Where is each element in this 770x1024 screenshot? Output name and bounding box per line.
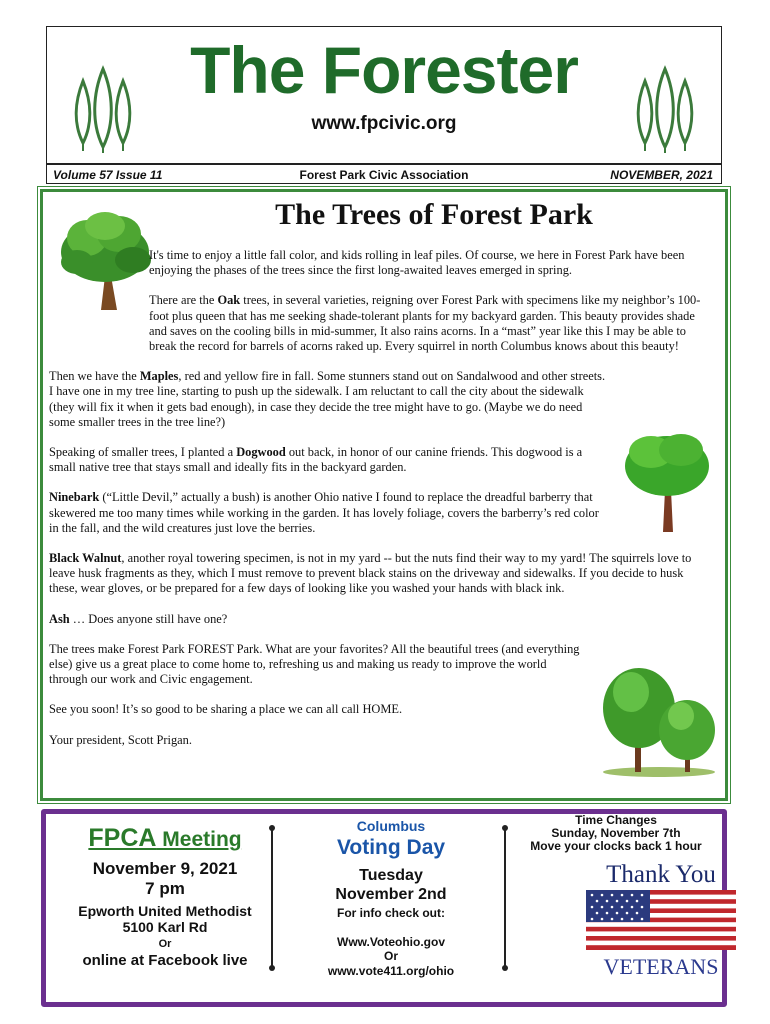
american-flag-icon bbox=[586, 890, 736, 950]
article-paragraph: There are the Oak trees, in several varieties, reigning over Forest Park with specimens like my neighbor’s 100-foot plus queen that has me seeking shade-tolerant plants for my backyard garden. This beauty provides shade and saves on the cooling bills in mid-summer, It also rains acorns. In a “mast” year like this I may be able to break the record for barrels of acorns raked up. Every squirrel in north Columbus knows about this beauty! bbox=[149, 293, 701, 354]
article-signature: Your president, Scott Prigan. bbox=[49, 732, 192, 747]
volume-issue: Volume 57 Issue 11 bbox=[53, 168, 163, 182]
voting-section bbox=[296, 818, 486, 979]
thank-you-veterans bbox=[576, 862, 746, 980]
time-change-title: Time Changes bbox=[575, 813, 657, 827]
issue-info-bar bbox=[47, 163, 721, 186]
article-title: The Trees of Forest Park bbox=[275, 198, 593, 231]
events-banner bbox=[41, 809, 727, 1007]
voting-link-2[interactable]: www.vote411.org/ohio bbox=[327, 964, 455, 978]
cypress-trees-icon bbox=[631, 63, 699, 153]
time-change-date: Sunday, November 7th bbox=[551, 826, 681, 840]
meeting-time: 7 pm bbox=[145, 879, 185, 898]
meeting-date: November 9, 2021 bbox=[92, 859, 238, 878]
voting-city: Columbus bbox=[356, 818, 426, 834]
voting-info: For info check out: bbox=[337, 906, 445, 920]
association-name: Forest Park Civic Association bbox=[299, 168, 469, 182]
veterans-text: VETERANS bbox=[603, 954, 719, 979]
article-paragraph: Ash … Does anyone still have one? bbox=[49, 611, 228, 626]
meeting-online: online at Facebook live bbox=[82, 952, 248, 969]
voting-date: November 2nd bbox=[335, 886, 447, 903]
meeting-place: Epworth United Methodist bbox=[78, 903, 252, 919]
voting-day: Tuesday bbox=[359, 867, 423, 884]
masthead bbox=[46, 26, 722, 184]
article-paragraph: Speaking of smaller trees, I planted a Dogwood out back, in honor of our canine friends. This dogwood is a small native tree that stays small and ideally fits in the backyard garden. bbox=[49, 445, 583, 475]
article-body bbox=[49, 248, 711, 763]
meeting-or: Or bbox=[158, 938, 172, 950]
article-paragraph: Black Walnut, another royal towering specimen, is not in my yard -- but the nuts find their way to my yard! The squirrels love to leave husk fragments as they, which I must remove to prevent black stains on the driveway and sidewalks. If you decide to husk these, wear gloves, or be prepared for a few days of looking like you washed your hands with black ink. bbox=[49, 551, 692, 596]
meeting-address: 5100 Karl Rd bbox=[122, 919, 208, 935]
voting-link-1[interactable]: Www.Voteohio.gov bbox=[337, 935, 445, 949]
issue-date: NOVEMBER, 2021 bbox=[610, 168, 713, 182]
time-change-section bbox=[516, 813, 719, 979]
article-box bbox=[40, 189, 728, 801]
time-change-note: Move your clocks back 1 hour bbox=[530, 839, 702, 853]
meeting-heading: FPCA Meeting bbox=[88, 824, 242, 852]
newsletter-title: The Forester bbox=[190, 33, 578, 107]
article-paragraph: See you soon! It’s so good to be sharing a place we can all call HOME. bbox=[49, 702, 403, 717]
article-paragraph: Ninebark (“Little Devil,” actually a bush) is another Ohio native I found to replace the dreadful barberry that skewered me too many times while working in the garden. It has lovely foliage, covers the barberry’s red color in the fall, and the wild creatures just love the berries. bbox=[49, 490, 599, 535]
article-paragraph: It's time to enjoy a little fall color, and kids rolling in leaf piles. Of course, we here in Forest Park have been enjoying the phases of the trees since the first long-awaited leaves emerged in spring. bbox=[149, 248, 685, 278]
voting-title: Voting Day bbox=[336, 836, 446, 859]
banner-divider bbox=[271, 828, 273, 968]
article-paragraph: The trees make Forest Park FOREST Park. What are your favorites? All the beautiful trees (and everything else) give us a great place to come home to, refreshing us and making us ready to improve the world through our work and Civic engagement. bbox=[49, 641, 580, 687]
article-paragraph: Then we have the Maples, red and yellow fire in fall. Some stunners stand out on Sandalwood and other streets. I have one in my tree line, starting to push up the sidewalk. I am reluctant to call the city about the sidewalk (they will fix it when it gets bad enough), in case they decide the tree might have to go. (Maybe we do need some smaller trees in the tree line?) bbox=[49, 369, 606, 429]
website-link[interactable]: www.fpcivic.org bbox=[311, 113, 457, 134]
voting-or: Or bbox=[383, 949, 398, 963]
thank-you-text: Thank You bbox=[606, 861, 716, 888]
meeting-section bbox=[60, 824, 270, 969]
banner-divider bbox=[504, 828, 506, 968]
